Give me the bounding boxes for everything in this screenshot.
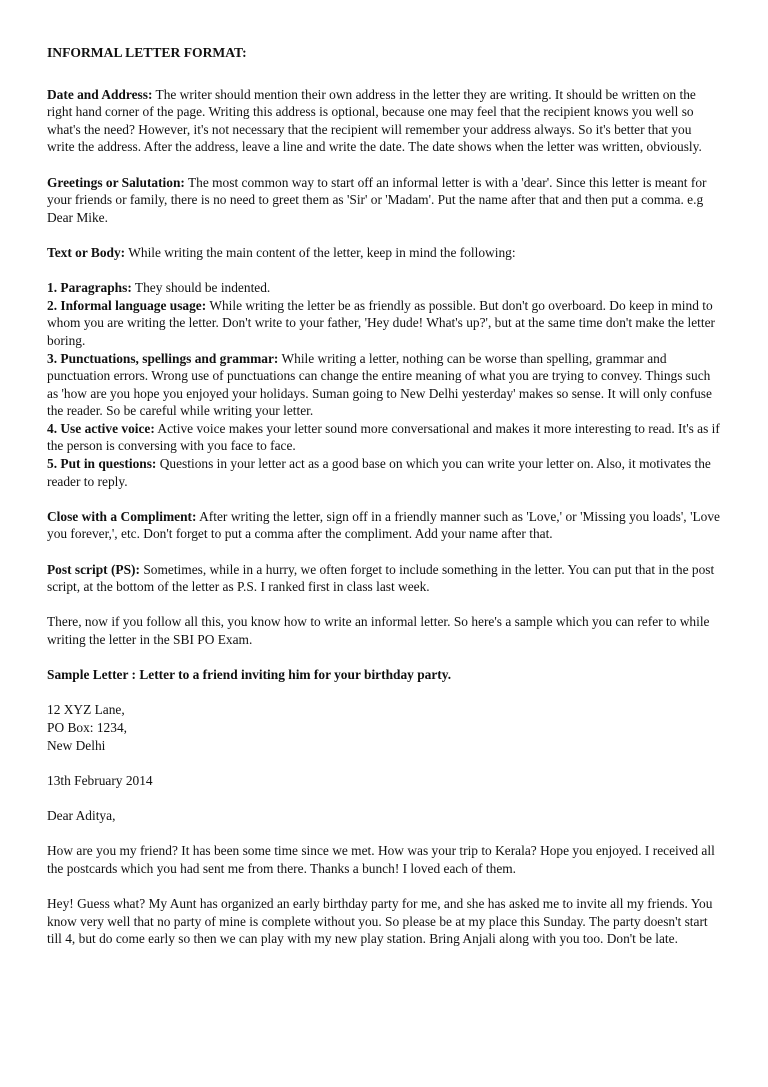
section-text: While writing the main content of the letter, keep in mind the following: <box>125 244 516 260</box>
section-heading: Post script (PS): <box>47 561 140 577</box>
address-line: New Delhi <box>47 737 106 753</box>
list-item <box>47 455 720 490</box>
letter-salutation: Dear Aditya, <box>47 807 116 823</box>
section-text: The most common way to start off an informal letter is with a 'dear'. Since this letter is meant for your friends or family, there is no need to greet them as 'Sir' or 'Madam'. Put the name after that and then put a comma. e.g Dear Mike. <box>47 174 707 225</box>
section-greetings <box>47 174 720 227</box>
points-list <box>47 279 720 490</box>
list-item <box>47 279 720 297</box>
point-text: While writing a letter, nothing can be worse than spelling, grammar and punctuation errors. Wrong use of punctuations can change the entire meaning of what you are trying to convey. Things such as 'how are you hope you enjoyed your holidays. Suman going to New Delhi yesterday' makes so sense. It will only confuse the reader. So be careful while writing your letter. <box>47 350 712 419</box>
point-heading: 5. Put in questions: <box>47 456 157 472</box>
section-close <box>47 508 720 543</box>
point-text: While writing the letter be as friendly as possible. But don't go overboard. Do keep in mind to whom you are writing the letter. Don't write to your father, 'Hey dude! What's up?', but at the same time don't make the letter boring. <box>47 297 715 348</box>
section-heading: Greetings or Salutation: <box>47 174 185 190</box>
section-text: After writing the letter, sign off in a friendly manner such as 'Love,' or 'Missing you loads', 'Love you forever,', etc. Don't forget to put a comma after the compliment. Add your name after that. <box>47 508 720 542</box>
document-title: INFORMAL LETTER FORMAT: <box>47 45 247 60</box>
section-date-address <box>47 86 720 156</box>
point-heading: 4. Use active voice: <box>47 420 155 436</box>
section-ps <box>47 561 720 596</box>
point-text: Active voice makes your letter sound more conversational and makes it more interesting to read. It's as if the person is conversing with you face to face. <box>47 420 720 454</box>
section-heading: Close with a Compliment: <box>47 508 197 524</box>
section-body <box>47 244 720 262</box>
address-line: PO Box: 1234, <box>47 719 127 735</box>
section-heading: Date and Address: <box>47 86 153 102</box>
section-text: Sometimes, while in a hurry, we often forget to include something in the letter. You can put that in the post script, at the bottom of the letter as P.S. I ranked first in class last week. <box>47 561 715 595</box>
point-text: They should be indented. <box>131 280 271 296</box>
intro-sample: There, now if you follow all this, you know how to write an informal letter. So here's a sample which you can refer to while writing the letter in the SBI PO Exam. <box>47 614 710 647</box>
point-heading: 3. Punctuations, spellings and grammar: <box>47 350 279 366</box>
list-item <box>47 297 720 350</box>
sender-address <box>47 701 720 754</box>
letter-paragraph: How are you my friend? It has been some time since we met. How was your trip to Kerala? Hope you enjoyed. I received all the postcards which you had sent me from there. Thanks a bunch! I loved each of them. <box>47 843 715 876</box>
sample-heading: Sample Letter : Letter to a friend inviting him for your birthday party. <box>47 667 452 683</box>
section-heading: Text or Body: <box>47 244 126 260</box>
address-line: 12 XYZ Lane, <box>47 702 125 718</box>
letter-paragraph: Hey! Guess what? My Aunt has organized an early birthday party for me, and she has asked me to invite all my friends. You know very well that no party of mine is complete without you. So please be at my place this Sunday. The party doesn't start till 4, but do come early so then we can play with my new play station. Bring Anjali along with you too. Don't be late. <box>47 895 713 947</box>
section-text: The writer should mention their own address in the letter they are writing. It should be written on the right hand corner of the page. Writing this address is optional, because one may feel that the recipient knows you well so what's the need? However, it's not necessary that the recipient will remember your address always. So it's better that you write the address. After the address, leave a line and write the date. The date shows when the letter was written, obviously. <box>47 86 702 155</box>
list-item <box>47 420 720 455</box>
letter-date: 13th February 2014 <box>47 772 153 788</box>
list-item <box>47 350 720 420</box>
point-text: Questions in your letter act as a good base on which you can write your letter on. Also, it motivates the reader to reply. <box>47 456 711 489</box>
point-heading: 1. Paragraphs: <box>47 280 132 296</box>
point-heading: 2. Informal language usage: <box>47 297 207 313</box>
